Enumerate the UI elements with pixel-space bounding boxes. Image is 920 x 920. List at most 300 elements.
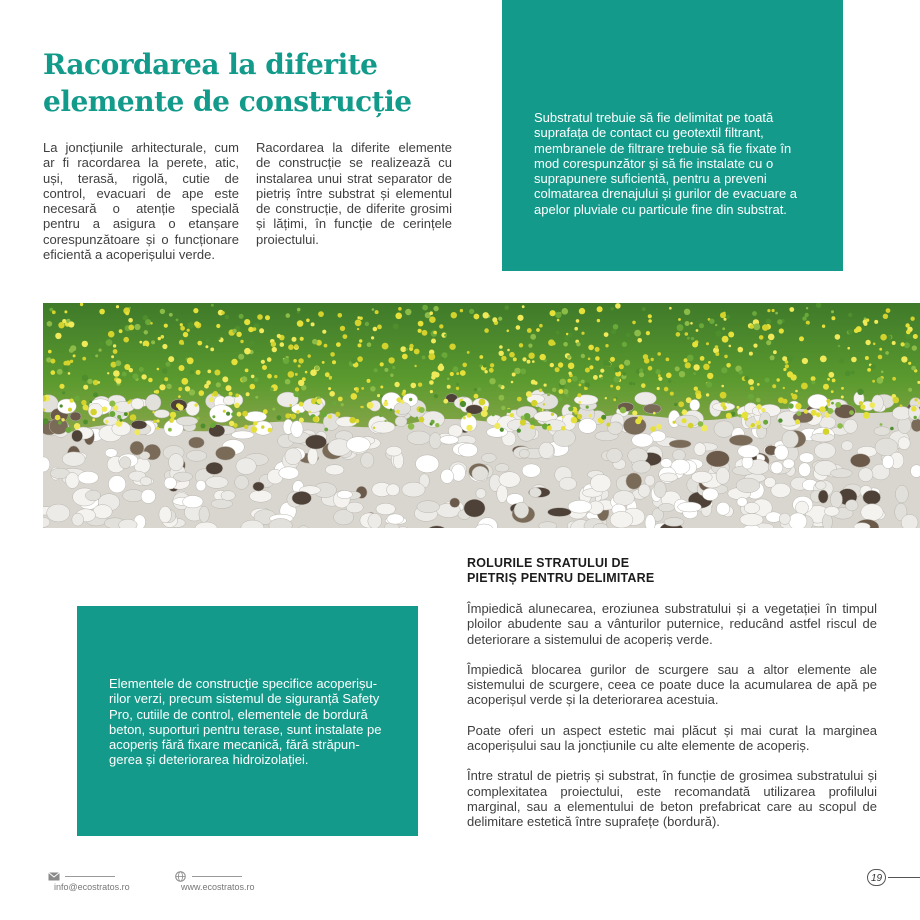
flower-dot	[883, 314, 888, 319]
flower-dot	[474, 394, 479, 399]
flower-dot	[835, 334, 841, 340]
flower-dot	[297, 308, 301, 312]
pebble	[911, 465, 920, 478]
flower-dot	[540, 354, 546, 360]
flower-dot	[384, 420, 386, 422]
flower-dot	[720, 392, 727, 399]
flower-dot	[726, 363, 731, 368]
flower-dot	[210, 424, 215, 429]
pebble	[553, 429, 576, 447]
flower-dot	[261, 360, 265, 364]
flower-dot	[738, 414, 741, 417]
page-title	[43, 46, 412, 120]
flower-dot	[728, 332, 734, 338]
flower-dot	[367, 402, 374, 409]
flower-dot	[226, 385, 232, 391]
flower-dot	[128, 318, 133, 323]
pebble	[808, 394, 828, 409]
flower-dot	[172, 348, 174, 350]
pebble	[140, 477, 152, 486]
flower-dot	[50, 359, 55, 364]
flower-dot	[698, 421, 704, 427]
flower-dot	[563, 389, 568, 394]
flower-dot	[395, 313, 402, 320]
flower-dot	[190, 370, 194, 374]
flower-dot	[685, 362, 691, 368]
flower-dot	[306, 319, 310, 323]
flower-dot	[759, 335, 764, 340]
flower-dot	[108, 331, 115, 338]
flower-dot	[528, 344, 532, 348]
flower-dot	[611, 307, 614, 310]
flower-dot	[534, 381, 538, 385]
flower-dot	[406, 348, 409, 351]
flower-dot	[782, 356, 787, 361]
pebble	[108, 476, 125, 493]
flower-dot	[777, 319, 782, 324]
flower-dot	[881, 371, 884, 374]
flower-dot	[270, 387, 274, 391]
flower-dot	[409, 398, 412, 401]
flower-dot	[706, 393, 709, 396]
pebble	[694, 443, 706, 456]
flower-dot	[255, 396, 258, 399]
flower-dot	[744, 376, 749, 381]
flower-dot	[911, 366, 916, 371]
flower-dot	[168, 428, 172, 432]
pebble	[62, 452, 85, 466]
flower-dot	[251, 375, 255, 379]
flower-dot	[443, 399, 448, 404]
pebble	[119, 457, 131, 469]
flower-dot	[429, 311, 433, 315]
flower-dot	[528, 353, 534, 359]
flower-dot	[52, 310, 56, 314]
flower-dot	[479, 355, 483, 359]
flower-dot	[111, 355, 114, 358]
flower-dot	[308, 354, 311, 357]
flower-dot	[750, 386, 754, 390]
flower-dot	[328, 415, 332, 419]
flower-dot	[286, 313, 291, 318]
flower-dot	[107, 372, 109, 374]
pebble	[676, 415, 700, 427]
flower-dot	[849, 410, 854, 415]
flower-dot	[872, 380, 875, 383]
flower-dot	[416, 417, 418, 419]
flower-dot	[299, 413, 303, 417]
flower-dot	[115, 360, 121, 366]
flower-dot	[795, 419, 800, 424]
flower-dot	[392, 366, 395, 369]
flower-dot	[892, 341, 896, 345]
pebble	[186, 401, 200, 415]
flower-dot	[831, 390, 834, 393]
pebble	[235, 475, 249, 489]
flower-dot	[789, 307, 794, 312]
pebble	[368, 513, 382, 528]
flower-dot	[874, 320, 878, 324]
flower-dot	[474, 388, 477, 391]
flower-dot	[886, 308, 891, 313]
flower-dot	[222, 376, 228, 382]
roles-item-4: Între stratul de pietriș și substrat, în funcție de grosimea substratului și complexitatea proiectului, este recomandată utilizarea profilului marginal, sau a elementului de beton prefabricat care au scopul de delimitare estetică între suprafețe (bordură).	[467, 768, 877, 830]
flower-dot	[322, 330, 326, 334]
flower-dot	[908, 388, 912, 392]
flower-dot	[572, 376, 578, 382]
flower-dot	[251, 426, 257, 432]
flower-dot	[914, 416, 917, 419]
flower-dot	[499, 345, 503, 349]
pebble	[85, 490, 100, 501]
flower-dot	[329, 391, 335, 397]
flower-dot	[823, 428, 830, 435]
flower-dot	[127, 401, 130, 404]
flower-dot	[169, 313, 173, 317]
flower-dot	[802, 316, 806, 320]
pebble	[590, 474, 611, 492]
flower-dot	[383, 401, 388, 406]
pebble	[764, 477, 775, 487]
pebble	[387, 484, 400, 496]
pebble	[206, 476, 228, 488]
flower-dot	[435, 423, 439, 427]
flower-dot	[860, 404, 865, 409]
flower-dot	[658, 374, 661, 377]
pebble	[395, 416, 407, 427]
flower-dot	[722, 327, 725, 330]
flower-dot	[254, 377, 259, 382]
flower-dot	[204, 384, 209, 389]
flower-dot	[790, 374, 796, 380]
flower-dot	[562, 308, 569, 315]
flower-dot	[527, 328, 532, 333]
flower-dot	[201, 424, 206, 429]
flower-dot	[429, 316, 436, 323]
flower-dot	[761, 408, 765, 412]
flower-dot	[578, 401, 581, 404]
flower-dot	[639, 368, 643, 372]
flower-dot	[68, 372, 71, 375]
pebble	[830, 491, 842, 508]
flower-dot	[151, 340, 155, 344]
flower-dot	[431, 339, 436, 344]
flower-dot	[904, 342, 910, 348]
flower-dot	[657, 352, 661, 356]
flower-dot	[168, 356, 174, 362]
flower-dot	[467, 351, 470, 354]
flower-dot	[394, 382, 399, 387]
pebble	[635, 392, 657, 405]
flower-dot	[431, 375, 436, 380]
flower-dot	[164, 377, 168, 381]
flower-dot	[785, 364, 789, 368]
flower-dot	[187, 322, 194, 329]
flower-dot	[494, 423, 500, 429]
flower-dot	[298, 365, 301, 368]
flower-dot	[294, 344, 298, 348]
pebble	[325, 465, 344, 475]
pebble	[169, 454, 184, 471]
pebble	[539, 442, 554, 458]
flower-dot	[262, 365, 267, 370]
pebble	[740, 514, 763, 526]
pebble	[291, 421, 303, 438]
flower-dot	[600, 377, 603, 380]
flower-dot	[597, 306, 603, 312]
flower-dot	[248, 327, 253, 332]
callout-bottom-text: Elementele de construcție specifice acoperișu-rilor verzi, precum sistemul de siguranță Safety Pro, cutiile de control, elementele de bordură beton, suporturi pentru terase, sunt instalate pe acoperiș fără fixare mecanică, fără străpun-gerea și deteriorarea hidroizolației.	[109, 676, 382, 768]
flower-dot	[225, 315, 229, 319]
flower-dot	[684, 309, 690, 315]
pebble	[105, 449, 117, 458]
pebble	[279, 467, 299, 479]
flower-dot	[557, 319, 560, 322]
flower-dot	[498, 384, 501, 387]
pebble	[402, 482, 425, 497]
flower-dot	[162, 344, 167, 349]
flower-dot	[234, 403, 240, 409]
flower-dot	[359, 317, 362, 320]
flower-dot	[74, 396, 80, 402]
flower-dot	[116, 378, 122, 384]
flower-dot	[848, 313, 852, 317]
flower-dot	[447, 378, 449, 380]
flower-dot	[642, 307, 646, 311]
flower-dot	[551, 413, 554, 416]
flower-dot	[581, 380, 585, 384]
flower-dot	[673, 421, 676, 424]
flower-dot	[194, 403, 197, 406]
flower-dot	[588, 345, 594, 351]
flower-dot	[568, 363, 575, 370]
pebble	[859, 468, 873, 482]
flower-dot	[272, 408, 275, 411]
pebble	[386, 446, 402, 456]
pebble	[361, 453, 374, 469]
flower-dot	[811, 381, 815, 385]
pebble	[176, 417, 198, 426]
flower-dot	[524, 413, 531, 420]
flower-dot	[839, 358, 844, 363]
flower-dot	[102, 406, 108, 412]
flower-dot	[532, 360, 535, 363]
flower-dot	[194, 321, 199, 326]
flower-dot	[816, 412, 821, 417]
flower-dot	[615, 303, 621, 309]
flower-dot	[82, 375, 88, 381]
flower-dot	[756, 404, 762, 410]
pebble	[221, 491, 235, 501]
flower-dot	[648, 319, 652, 323]
flower-dot	[183, 332, 188, 337]
flower-dot	[285, 413, 290, 418]
flower-dot	[773, 350, 777, 354]
flower-dot	[477, 387, 481, 391]
flower-dot	[544, 384, 547, 387]
flower-dot	[379, 414, 382, 417]
pebble	[863, 490, 881, 504]
pebble	[416, 455, 439, 473]
flower-dot	[298, 358, 303, 363]
flower-dot	[68, 321, 74, 327]
flower-dot	[669, 307, 672, 310]
flower-dot	[328, 387, 331, 390]
flower-dot	[99, 349, 102, 352]
pebble	[93, 505, 112, 519]
flower-dot	[748, 379, 754, 385]
flower-dot	[414, 365, 416, 367]
flower-dot	[82, 341, 88, 347]
pebble	[714, 421, 734, 438]
pebble	[539, 522, 557, 528]
page-number-rule	[888, 877, 920, 878]
pebble	[346, 437, 370, 453]
flower-dot	[653, 412, 656, 415]
flower-dot	[244, 425, 248, 429]
flower-dot	[498, 317, 502, 321]
flower-dot	[827, 378, 830, 381]
flower-dot	[539, 324, 543, 328]
flower-dot	[390, 374, 393, 377]
flower-dot	[263, 409, 268, 414]
flower-dot	[856, 326, 862, 332]
flower-dot	[463, 416, 466, 419]
flower-dot	[577, 393, 581, 397]
flower-dot	[447, 385, 451, 389]
flower-dot	[483, 406, 488, 411]
flower-dot	[670, 392, 674, 396]
flower-dot	[298, 380, 304, 386]
flower-dot	[119, 419, 122, 422]
flower-dot	[122, 372, 127, 377]
pebble	[450, 498, 460, 508]
pebble	[164, 477, 176, 489]
flower-dot	[309, 411, 312, 414]
flower-dot	[55, 415, 61, 421]
flower-dot	[289, 404, 292, 407]
flower-dot	[361, 387, 364, 390]
flower-dot	[851, 402, 854, 405]
flower-dot	[811, 410, 817, 416]
flower-dot	[811, 376, 816, 381]
flower-dot	[648, 314, 652, 318]
flower-dot	[837, 423, 843, 429]
flower-dot	[372, 308, 375, 311]
flower-dot	[95, 354, 98, 357]
pebble	[818, 490, 828, 503]
flower-dot	[422, 330, 428, 336]
flower-dot	[145, 319, 151, 325]
pebble	[472, 466, 488, 481]
flower-dot	[676, 332, 681, 337]
flower-dot	[393, 323, 399, 329]
flower-dot	[398, 307, 402, 311]
pebble	[736, 478, 760, 493]
flower-dot	[601, 415, 606, 420]
pebble	[706, 451, 729, 467]
flower-dot	[865, 340, 870, 345]
flower-dot	[460, 414, 464, 418]
footer-website-text[interactable]: www.ecostratos.ro	[181, 882, 255, 892]
flower-dot	[83, 420, 88, 425]
flower-dot	[577, 414, 582, 419]
flower-dot	[403, 390, 407, 394]
callout-top-text: Substratul trebuie să fie delimitat pe toată suprafața de contact cu geotextil filtrant, membranele de filtrare trebuie să fie fixate în mod corespunzător și să fie instalate cu o suprapunere suficientă, pentru a preveni colmatarea drenajului și gurilor de evacuare a apelor pluviale cu particule fine din substrat.	[534, 110, 798, 217]
flower-dot	[827, 408, 833, 414]
flower-dot	[576, 342, 580, 346]
flower-dot	[692, 342, 698, 348]
flower-dot	[211, 394, 214, 397]
flower-dot	[565, 336, 570, 341]
flower-dot	[139, 341, 142, 344]
roles-item-2: Împiedică blocarea gurilor de scurgere sau a altor elemente ale sistemului de scurgere, ceea ce poate duce la acumularea de apă pe acoperișul verde și la deteriorarea acestuia.	[467, 661, 877, 708]
flower-dot	[880, 423, 883, 426]
flower-dot	[60, 404, 63, 407]
pebble	[659, 503, 675, 511]
flower-dot	[507, 349, 510, 352]
flower-dot	[253, 421, 257, 425]
flower-dot	[521, 416, 525, 420]
flower-dot	[377, 394, 380, 397]
flower-dot	[178, 405, 184, 411]
flower-dot	[530, 425, 535, 430]
flower-dot	[562, 416, 565, 419]
flower-dot	[726, 413, 732, 419]
flower-dot	[666, 373, 672, 379]
flower-dot	[456, 387, 459, 390]
pebble	[766, 512, 782, 523]
flower-dot	[113, 405, 118, 410]
pebble	[458, 443, 477, 457]
flower-dot	[351, 393, 358, 400]
flower-dot	[87, 379, 92, 384]
callout-box-top	[502, 0, 843, 271]
flower-dot	[831, 402, 834, 405]
flower-dot	[531, 400, 537, 406]
flower-dot	[373, 327, 378, 332]
flower-dot	[646, 331, 650, 335]
flower-dot	[835, 402, 841, 408]
flower-dot	[694, 387, 698, 391]
flower-dot	[450, 372, 454, 376]
flower-dot	[558, 362, 563, 367]
flower-dot	[678, 318, 681, 321]
flower-dot	[489, 368, 494, 373]
flower-dot	[292, 337, 297, 342]
flower-dot	[890, 427, 894, 431]
flower-dot	[332, 360, 336, 364]
flower-dot	[796, 411, 801, 416]
pebble	[830, 469, 852, 478]
flower-dot	[536, 328, 540, 332]
flower-dot	[622, 342, 627, 347]
footer-email-text[interactable]: info@ecostratos.ro	[54, 882, 130, 892]
flower-dot	[129, 368, 133, 372]
flower-dot	[157, 368, 160, 371]
flower-dot	[772, 384, 776, 388]
flower-dot	[715, 330, 721, 336]
pebble	[799, 463, 811, 477]
flower-dot	[766, 340, 771, 345]
gravel-plants-photo	[43, 303, 920, 528]
flower-dot	[166, 362, 171, 367]
pebble	[811, 433, 835, 442]
pebble	[440, 435, 459, 444]
flower-dot	[315, 366, 320, 371]
flower-dot	[655, 369, 660, 374]
flower-dot	[586, 368, 588, 370]
